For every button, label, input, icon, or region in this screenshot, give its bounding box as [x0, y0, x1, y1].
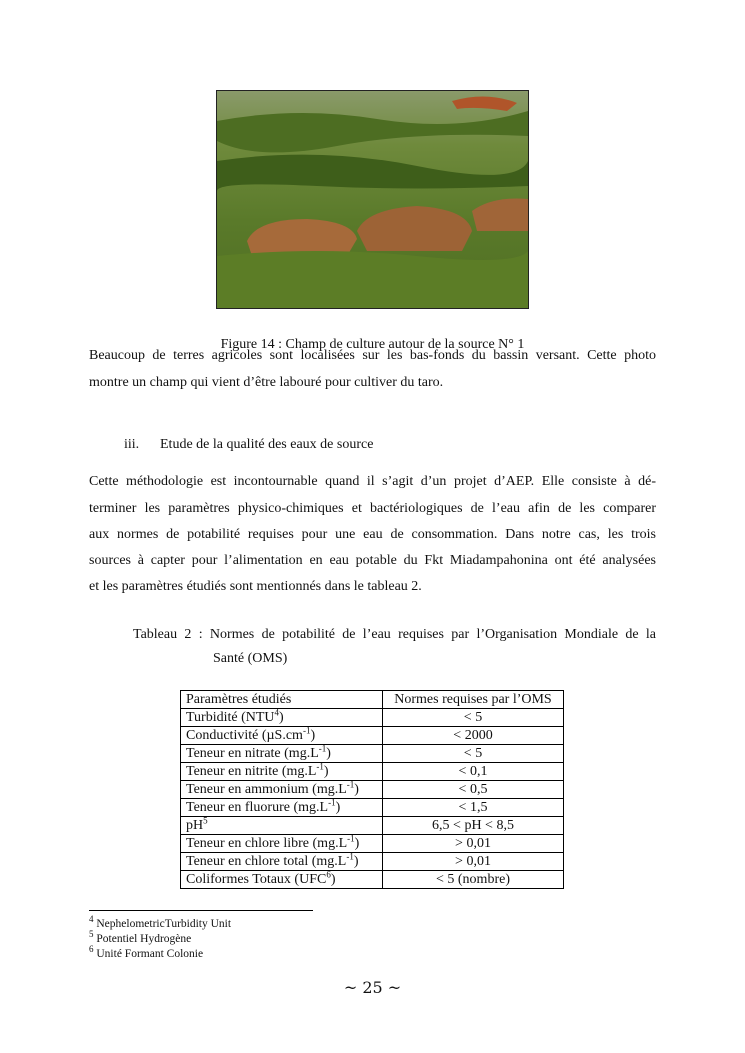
parameter-superscript: 6	[326, 869, 331, 880]
parameter-superscript: -1	[302, 725, 311, 736]
norm-value: < 5	[383, 745, 564, 763]
column-header: Paramètres étudiés	[181, 691, 383, 709]
parameter-suffix: )	[353, 854, 359, 869]
parameter-cell	[181, 763, 383, 781]
parameter-suffix: )	[354, 782, 359, 797]
footnote	[89, 944, 204, 960]
footnote-text: Potentiel Hydrogène	[96, 933, 192, 945]
parameter-superscript: -1	[346, 851, 354, 862]
parameter-cell	[181, 709, 383, 727]
parameter-name: Teneur en nitrite (mg.L	[186, 764, 317, 779]
footnote	[89, 929, 192, 945]
table-row	[181, 781, 564, 799]
parameter-name: Conductivité (µS.cm	[186, 728, 303, 743]
paragraph-line: montre un champ qui vient d’être labouré pour cultiver du taro.	[89, 375, 444, 390]
parameter-name: Teneur en nitrate (mg.L	[186, 746, 319, 761]
section-number: iii.	[124, 437, 140, 452]
footnote-number: 5	[89, 929, 94, 940]
parameter-name: Teneur en chlore total (mg.L	[186, 854, 347, 869]
footnote-number: 6	[89, 944, 94, 955]
table-row	[181, 763, 564, 781]
parameter-suffix: )	[354, 836, 360, 851]
parameter-suffix: )	[326, 746, 331, 761]
paragraph-line: et les paramètres étudiés sont mentionnés dans le tableau 2.	[89, 579, 422, 594]
norm-value: < 5 (nombre)	[383, 871, 564, 889]
footnote	[89, 914, 232, 930]
norm-value: < 0,1	[383, 763, 564, 781]
parameter-name: Teneur en ammonium (mg.L	[186, 782, 347, 797]
parameter-cell	[181, 745, 383, 763]
paragraph-line: Cette méthodologie est incontournable quand il s’agit d’un projet d’AEP. Elle consiste à dé-	[89, 474, 656, 489]
parameter-cell	[181, 871, 383, 889]
figure-caption: Figure 14 : Champ de culture autour de la source N° 1	[220, 337, 525, 352]
parameter-name: Coliformes Totaux (UFC	[186, 872, 327, 887]
parameter-suffix: )	[279, 710, 284, 725]
field-photo	[216, 90, 529, 309]
table-row	[181, 799, 564, 817]
parameter-cell	[181, 781, 383, 799]
parameter-superscript: 5	[203, 815, 208, 826]
parameter-name: Turbidité (NTU	[186, 710, 275, 725]
table-row	[181, 871, 564, 889]
parameter-name: pH	[186, 818, 204, 833]
parameter-superscript: -1	[328, 797, 336, 808]
parameter-name: Teneur en fluorure (mg.L	[186, 800, 329, 815]
section-heading: Etude de la qualité des eaux de source	[160, 437, 374, 452]
paragraph-line: aux normes de potabilité requises pour une eau de consommation. Dans notre cas, les trois	[89, 527, 656, 542]
parameter-cell	[181, 727, 383, 745]
parameter-superscript: -1	[316, 761, 324, 772]
table-row	[181, 727, 564, 745]
norm-value: < 2000	[383, 727, 564, 745]
parameter-superscript: -1	[346, 779, 355, 790]
footnote-text: NephelometricTurbidity Unit	[96, 918, 232, 930]
paragraph-line: Beaucoup de terres agricoles sont localisées sur les bas-fonds du bassin versant. Cette photo	[89, 348, 656, 363]
table-row	[181, 709, 564, 727]
paragraph-line: terminer les paramètres physico-chimiques et bactériologiques de l’eau afin de les comparer	[89, 501, 656, 516]
table-row	[181, 835, 564, 853]
parameter-cell	[181, 817, 383, 835]
norm-value: < 0,5	[383, 781, 564, 799]
norm-value: > 0,01	[383, 835, 564, 853]
parameter-cell	[181, 835, 383, 853]
norm-value: 6,5 < pH < 8,5	[383, 817, 564, 835]
table-caption-cont: Santé (OMS)	[213, 651, 288, 666]
footnote-text: Unité Formant Colonie	[96, 948, 204, 960]
parameter-superscript: 4	[274, 707, 280, 718]
parameter-cell	[181, 799, 383, 817]
parameter-superscript: -1	[318, 743, 327, 754]
parameter-superscript: -1	[347, 833, 355, 844]
footnote-number: 4	[89, 914, 94, 925]
parameter-cell	[181, 853, 383, 871]
parameter-suffix: )	[323, 764, 329, 779]
parameter-suffix: )	[335, 800, 341, 815]
norm-value: < 5	[383, 709, 564, 727]
table-header-row	[181, 691, 564, 709]
norm-value: > 0,01	[383, 853, 564, 871]
table-row	[181, 817, 564, 835]
footnote-separator	[89, 910, 313, 911]
norm-value: < 1,5	[383, 799, 564, 817]
table-row	[181, 853, 564, 871]
parameter-suffix: )	[310, 728, 316, 743]
column-header: Normes requises par l’OMS	[383, 691, 564, 709]
table-caption: Tableau 2 : Normes de potabilité de l’eau requises par l’Organisation Mondiale de la	[133, 627, 656, 642]
parameter-suffix: )	[330, 872, 336, 887]
potability-norms-table	[180, 690, 564, 889]
paragraph-line: sources à capter pour l’alimentation en eau potable du Fkt Miadampahonina ont été analysées	[89, 553, 656, 568]
page-number: ~ 25 ~	[343, 978, 402, 997]
table-row	[181, 745, 564, 763]
parameter-name: Teneur en chlore libre (mg.L	[186, 836, 348, 851]
